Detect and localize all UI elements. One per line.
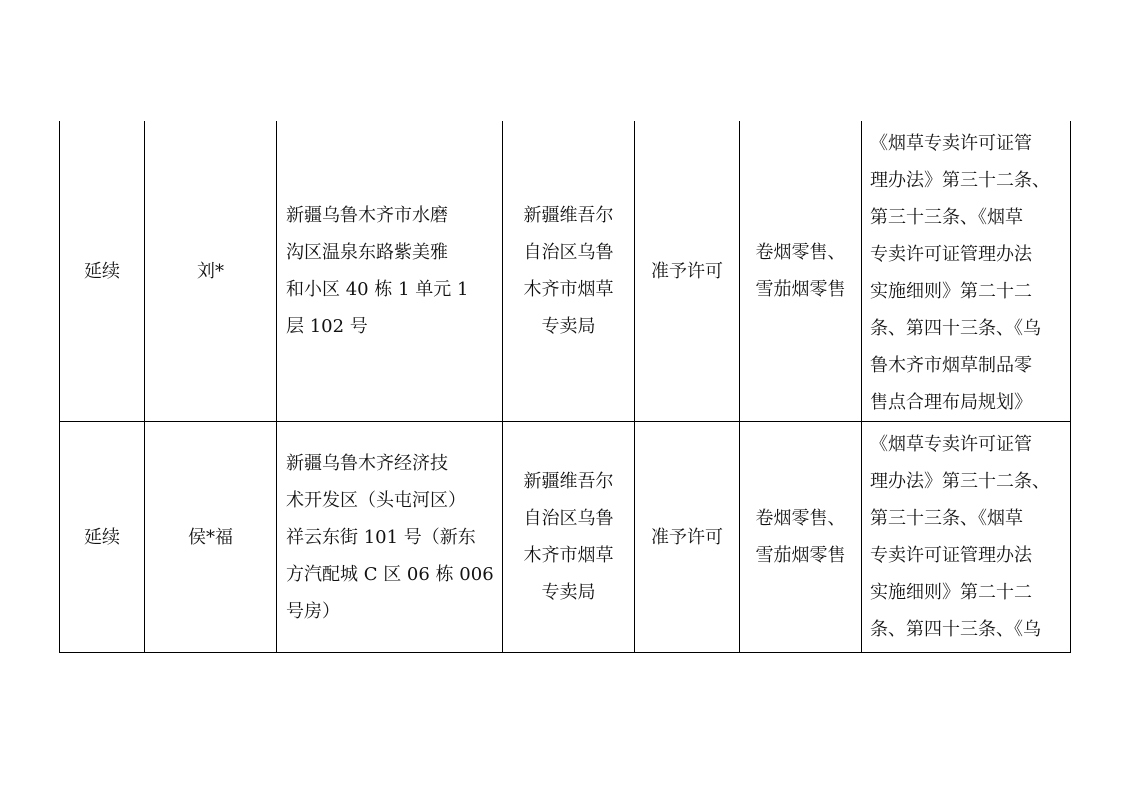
scope-cell: 卷烟零售、 雪茄烟零售	[740, 422, 862, 653]
decision-cell: 准予许可	[635, 422, 740, 653]
legal-basis-cell: 《烟草专卖许可证管 理办法》第三十二条、 第三十三条、《烟草 专卖许可证管理办法 实施细则》第二十二 条、第四十三条、《乌	[862, 422, 1071, 653]
category-cell: 延续	[60, 121, 145, 422]
name-cell: 刘*	[145, 121, 277, 422]
name-cell: 侯*福	[145, 422, 277, 653]
authority-cell: 新疆维吾尔 自治区乌鲁 木齐市烟草 专卖局	[503, 422, 635, 653]
table-row	[60, 121, 1071, 422]
table-row	[60, 422, 1071, 653]
scope-cell: 卷烟零售、 雪茄烟零售	[740, 121, 862, 422]
decision-cell: 准予许可	[635, 121, 740, 422]
license-table	[59, 121, 1071, 653]
legal-basis-cell: 《烟草专卖许可证管 理办法》第三十二条、 第三十三条、《烟草 专卖许可证管理办法 实施细则》第二十二 条、第四十三条、《乌 鲁木齐市烟草制品零 售点合理布局规划》	[862, 121, 1071, 422]
address-cell: 新疆乌鲁木齐市水磨 沟区温泉东路紫美雅 和小区 40 栋 1 单元 1 层 102 号	[277, 121, 503, 422]
address-cell: 新疆乌鲁木齐经济技 术开发区（头屯河区） 祥云东街 101 号（新东 方汽配城 C 区 06 栋 006 号房）	[277, 422, 503, 653]
category-cell: 延续	[60, 422, 145, 653]
authority-cell: 新疆维吾尔 自治区乌鲁 木齐市烟草 专卖局	[503, 121, 635, 422]
